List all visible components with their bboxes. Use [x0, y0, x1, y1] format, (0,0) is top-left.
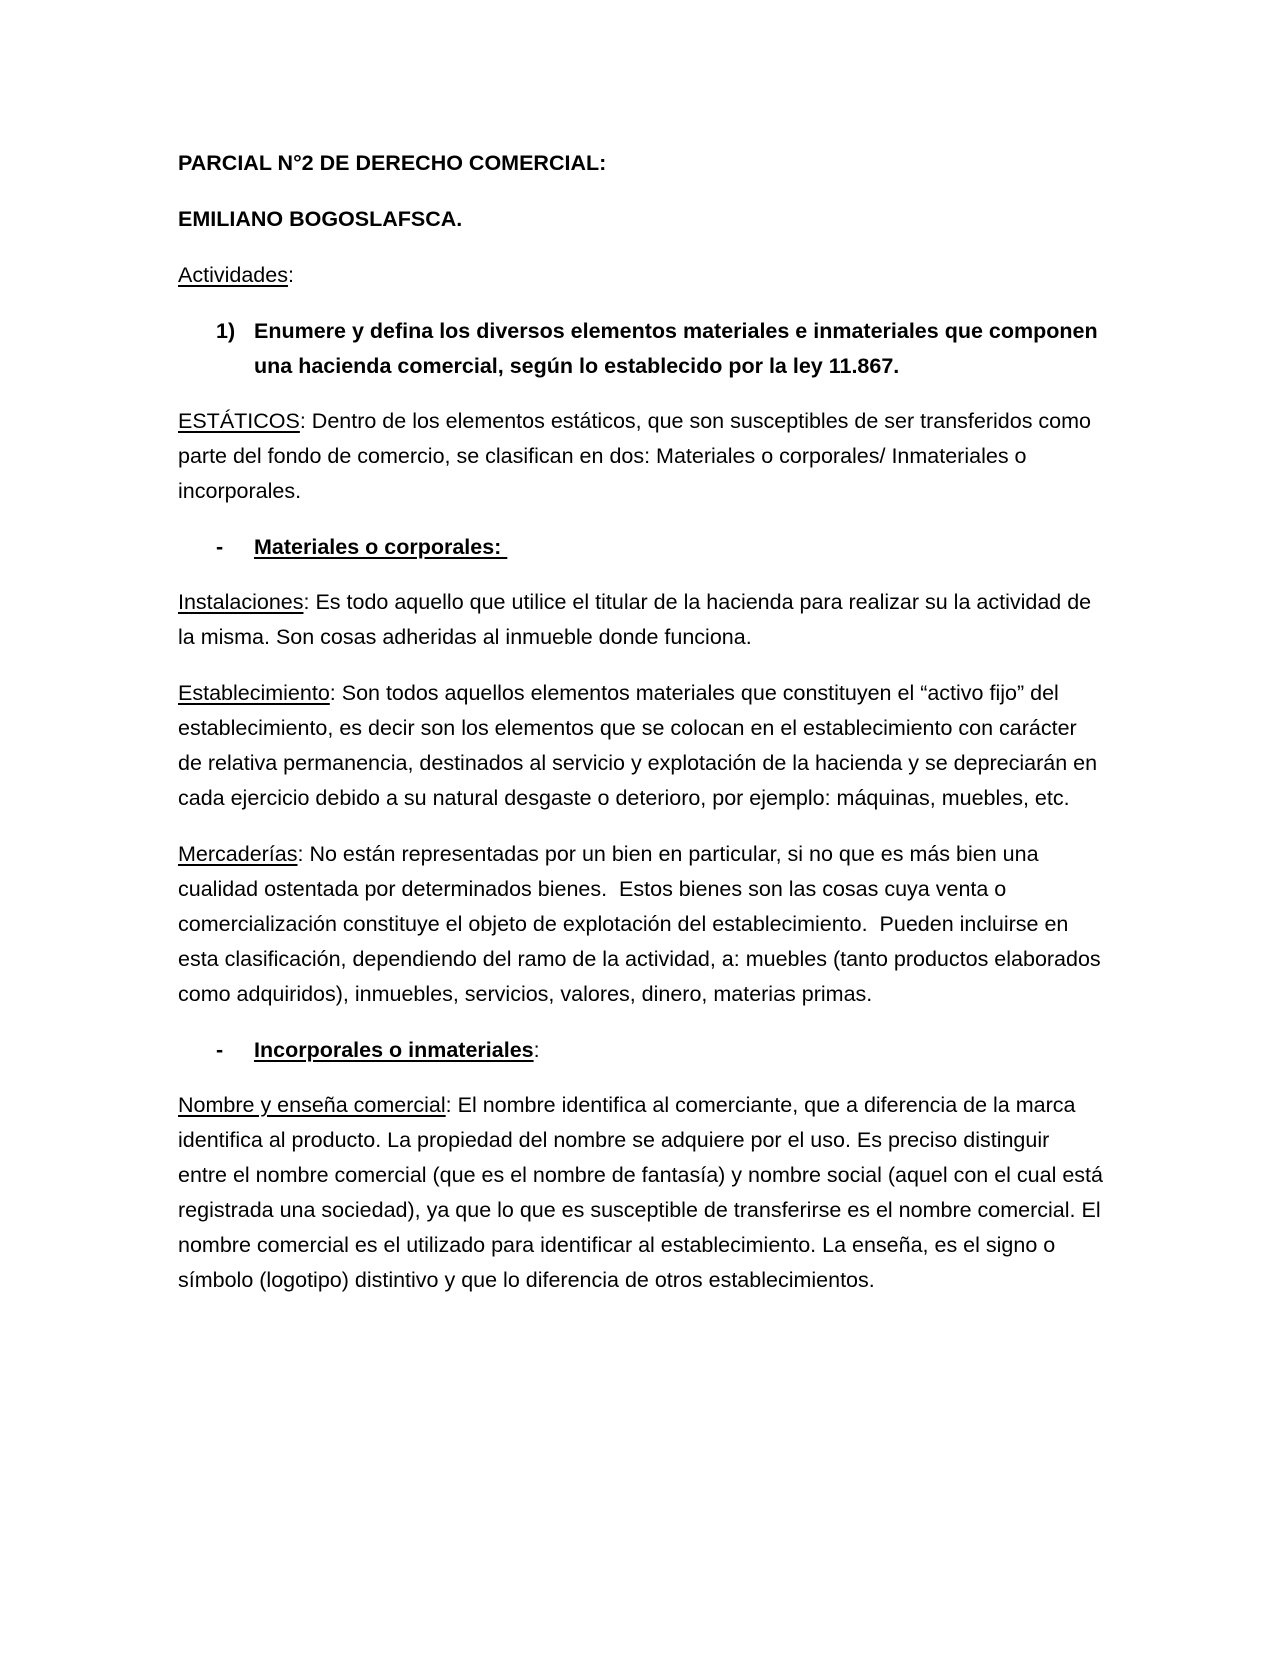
activities-heading	[178, 258, 1103, 293]
materiales-dash: -	[216, 535, 224, 559]
question-text: Enumere y defina los diversos elementos materiales e inmateriales que componen una hacienda comercial, según lo establecido por la ley 11.867.	[254, 319, 1098, 378]
establecimiento-paragraph	[178, 676, 1103, 816]
author-name: EMILIANO BOGOSLAFSCA.	[178, 207, 463, 231]
activities-colon: :	[287, 263, 294, 287]
document-title: PARCIAL N°2 DE DERECHO COMERCIAL:	[178, 151, 607, 175]
nombre-text: : El nombre identifica al comerciante, que a diferencia de la marca identifica al producto. La propiedad del nombre se adquiere por el uso. Es preciso distinguir entre el nombre comercial (que es el nombre de fantasía) y nombre social (aquel con el cual está registrada una sociedad), ya que lo que es susceptible de transferirse es el nombre comercial. El nombre comercial es el utilizado para identificar al establecimiento. La enseña, es el signo o símbolo (logotipo) distintivo y que lo diferencia de otros establecimientos.	[178, 1093, 1103, 1292]
activities-label: Actividades	[178, 263, 288, 287]
static-elements-paragraph	[178, 404, 1103, 509]
incorporales-colon: :	[533, 1038, 540, 1062]
static-term: ESTÁTICOS	[178, 409, 300, 433]
materiales-label: Materiales o corporales:	[254, 535, 508, 559]
mercaderias-text: : No están representadas por un bien en particular, si no que es más bien una cualidad ostentada por determinados bienes. Estos bienes son las cosas cuya venta o comercialización constituye el objeto de explotación del establecimiento. Pueden incluirse en esta clasificación, dependiendo del ramo de la actividad, a: muebles (tanto productos elaborados como adquiridos), inmuebles, servicios, valores, dinero, materias primas.	[178, 842, 1107, 1006]
materiales-heading	[178, 530, 1103, 565]
mercaderias-paragraph	[178, 837, 1107, 1012]
document-page	[178, 146, 1107, 1319]
mercaderias-term: Mercaderías	[178, 842, 298, 866]
question-item	[178, 314, 1103, 384]
question-number: 1)	[216, 319, 236, 343]
instalaciones-text: : Es todo aquello que utilice el titular de la hacienda para realizar su la actividad de la misma. Son cosas adheridas al inmueble donde funciona.	[178, 590, 1092, 649]
establecimiento-term: Establecimiento	[178, 681, 330, 705]
incorporales-dash: -	[216, 1038, 224, 1062]
incorporales-label: Incorporales o inmateriales	[254, 1038, 534, 1062]
incorporales-heading	[178, 1033, 1103, 1068]
nombre-paragraph	[178, 1088, 1103, 1298]
static-text: : Dentro de los elementos estáticos, que son susceptibles de ser transferidos como parte del fondo de comercio, se clasifican en dos: Materiales o corporales/ Inmateriales o incorporales.	[178, 409, 1091, 503]
instalaciones-term: Instalaciones	[178, 590, 304, 614]
nombre-term: Nombre y enseña comercial	[178, 1093, 446, 1117]
establecimiento-text: : Son todos aquellos elementos materiales que constituyen el “activo fijo” del establecimiento, es decir son los elementos que se colocan en el establecimiento con carácter de relativa permanencia, destinados al servicio y explotación de la hacienda y se depreciarán en cada ejercicio debido a su natural desgaste o deterioro, por ejemplo: máquinas, muebles, etc.	[178, 681, 1098, 810]
instalaciones-paragraph	[178, 585, 1103, 655]
